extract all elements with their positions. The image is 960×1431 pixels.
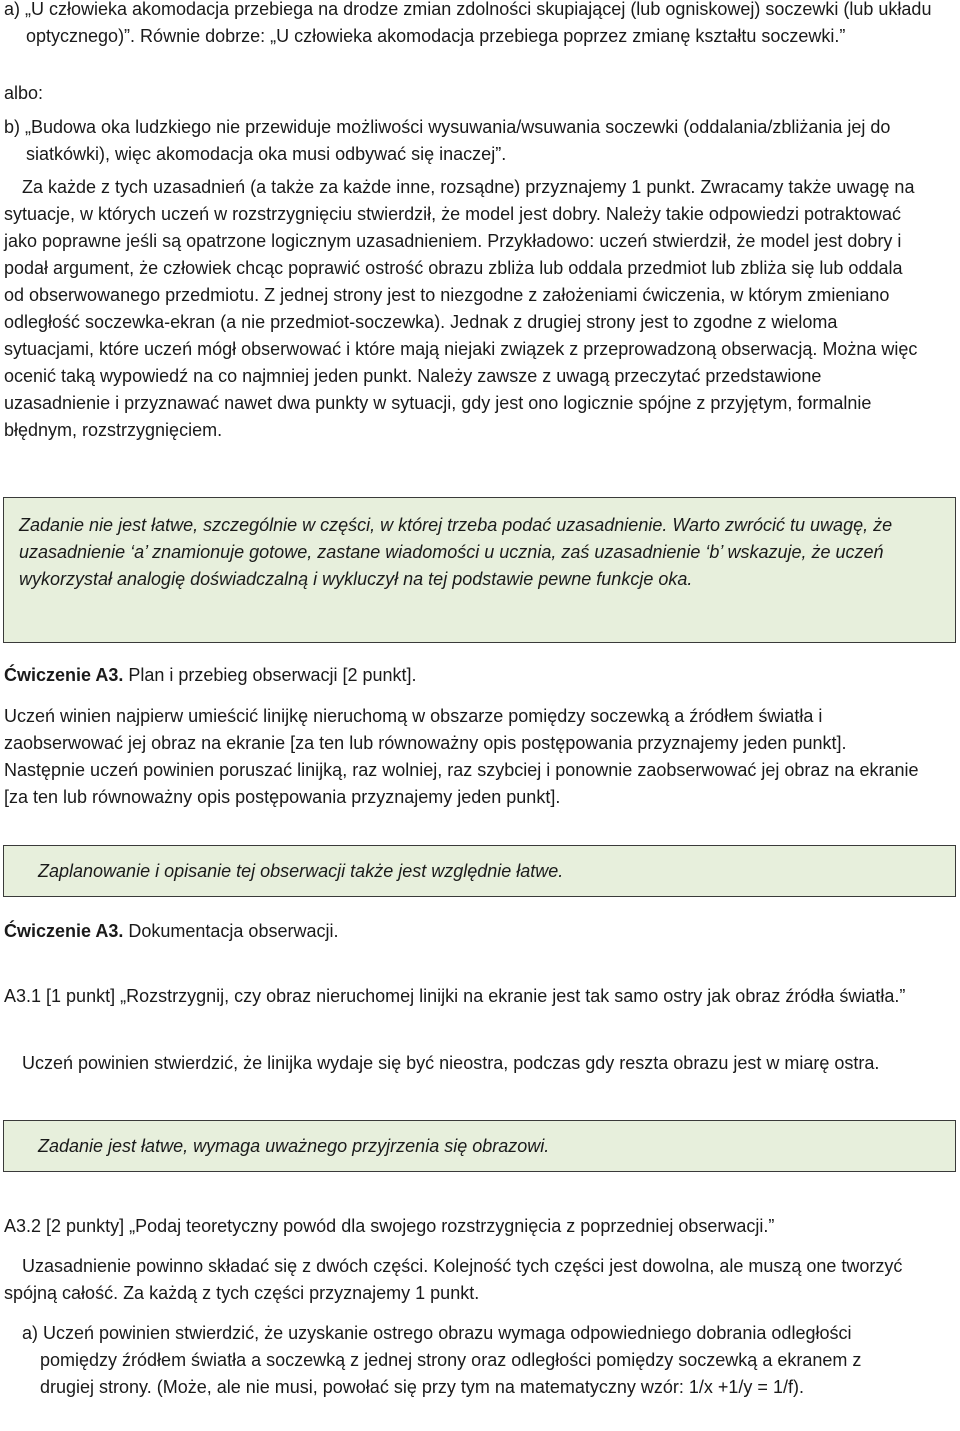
- exercise-label: Ćwiczenie A3.: [4, 665, 124, 685]
- question-a3-2: A3.2 [2 punkty] „Podaj teoretyczny powód dla swojego rozstrzygnięcia z poprzedniej obserwacji.”: [4, 1216, 775, 1236]
- scoring-paragraph: Za każde z tych uzasadnień (a także za każde inne, rozsądne) przyznajemy 1 punkt. Zwracamy także uwagę na sytuacje, w których uczeń w rozstrzygnięciu stwierdził, że model jest dobry. Należy takie odpowiedzi potraktować jako poprawne jeśli są opatrzone logicznym uzasadnieniem. Przykładowo: uczeń stwierdził, że model jest dobry i podał argument, że człowiek chcąc poprawić ostrość obrazu zbliża lub oddala przedmiot lub zbliża się lub oddala od obserwowanego przedmiotu. Z jednej strony jest to niezgodne z założeniami ćwiczenia, w którym zmieniano odległość soczewka-ekran (a nie przedmiot-soczewka). Jednak z drugiej strony jest to zgodne z wieloma sytuacjami, które uczeń mógł obserwować i które mają niejaki związek z przeprowadzoną obserwacją. Można więc ocenić taką wypowiedź na co najmniej jeden punkt. Należy zawsze z uwagą przeczytać przedstawione uzasadnienie i przyznawać nawet dwa punkty w sytuacji, gdy jest ono logicznie spójne z przyjętym, formalnie błędnym, rozstrzygnięciem.: [4, 177, 918, 440]
- answer-a: a) „U człowieka akomodacja przebiega na drodze zmian zdolności skupiającej (lub ogniskowej) soczewki (lub układu optycznego)”. Równie dobrze: „U człowieka akomodacja przebiega poprzez zmianę kształtu soczewki.”: [4, 0, 932, 46]
- answer-a3-1: Uczeń powinien stwierdzić, że linijka wydaje się być nieostra, podczas gdy reszta obrazu jest w miarę ostra.: [22, 1053, 880, 1073]
- note-box-difficulty-1: [3, 497, 956, 643]
- exercise-title: Dokumentacja obserwacji.: [123, 921, 339, 941]
- exercise-plan-heading: [4, 662, 904, 689]
- note-box-difficulty-3: [3, 1120, 956, 1172]
- exercise-title: Plan i przebieg obserwacji [2 punkt].: [123, 665, 417, 685]
- albo-label: albo:: [4, 83, 44, 103]
- answer-a3-2-item-a: a) Uczeń powinien stwierdzić, że uzyskanie ostrego obrazu wymaga odpowiedniego dobrania odległości pomiędzy źródłem światła a soczewką z jednej strony oraz odległości pomiędzy soczewką a ekranem z drugiej strony. (Może, ale nie musi, powołać się przy tym na matematyczny wzór: 1/x +1/y = 1/f).: [22, 1323, 862, 1397]
- question-a3-1: A3.1 [1 punkt] „Rozstrzygnij, czy obraz nieruchomej linijki na ekranie jest tak samo ostry jak obraz źródła światła.”: [4, 986, 906, 1006]
- note-text: Zadanie jest łatwe, wymaga uważnego przyjrzenia się obrazowi.: [38, 1136, 550, 1156]
- answer-a3-2-intro: Uzasadnienie powinno składać się z dwóch części. Kolejność tych części jest dowolna, ale muszą one tworzyć spójną całość. Za każdą z tych części przyznajemy 1 punkt.: [4, 1256, 903, 1303]
- note-text: Zaplanowanie i opisanie tej obserwacji także jest względnie łatwe.: [38, 861, 564, 881]
- exercise-label: Ćwiczenie A3.: [4, 921, 124, 941]
- note-box-difficulty-2: [3, 845, 956, 897]
- note-text: Zadanie nie jest łatwe, szczególnie w części, w której trzeba podać uzasadnienie. Warto zwrócić tu uwagę, że uzasadnienie ‘a’ znamionuje gotowe, zastane wiadomości u ucznia, zaś uzasadnienie ‘b’ wskazuje, że uczeń wykorzystał analogię doświadczalną i wykluczył na tej podstawie pewne funkcje oka.: [19, 515, 893, 589]
- answer-b: b) „Budowa oka ludzkiego nie przewiduje możliwości wysuwania/wsuwania soczewki (oddalania/zbliżania jej do siatkówki), więc akomodacja oka musi odbywać się inaczej”.: [4, 117, 891, 164]
- exercise-doc-heading: [4, 918, 904, 945]
- exercise-plan-body: Uczeń winien najpierw umieścić linijkę nieruchomą w obszarze pomiędzy soczewką a źródłem światła i zaobserwować jej obraz na ekranie [za ten lub równoważny opis postępowania przyznajemy jeden punkt]. Następnie uczeń powinien poruszać linijką, raz wolniej, raz szybciej i ponownie zaobserwować jej obraz na ekranie [za ten lub równoważny opis postępowania przyznajemy jeden punkt].: [4, 706, 919, 807]
